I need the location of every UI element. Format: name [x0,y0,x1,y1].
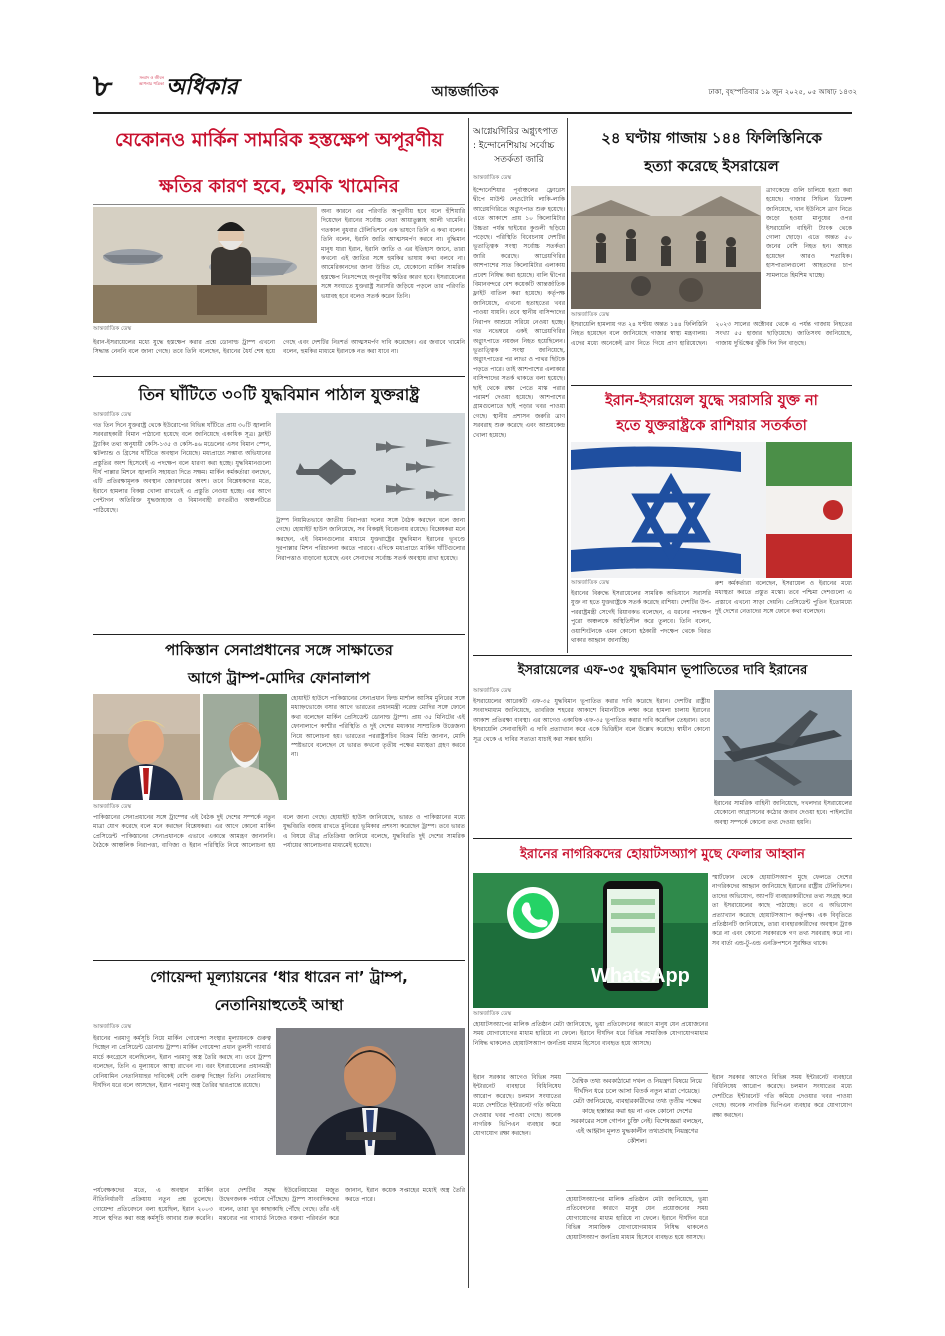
trump-photo-art [93,694,200,800]
jets-body: গত তিন দিনে যুক্তরাষ্ট্র থেকে ইউরোপের বিভিন্ন ঘাঁটিতে প্রায় ৩০টি জ্বালানি সরবরাহকারী বিমান পাঠানো হয়েছে বলে জানিয়েছে একাধিক সূত্র। ফ্লাইট ট্র্যাকিং তথ্য অনুযায়ী কেসি-১৩৫ ও কেসি-৪৬ মডেলের এসব বিমান স্পেন, স্কটল্যান্ড ও গ্রিসের ঘাঁটিতে অবস্থান নিয়েছে। মধ্যপ্রাচ্যে সম্ভাব্য অভিযানের প্রস্তুতির অংশ হিসেবেই এ পদক্ষেপ বলে ধারণা করা হচ্ছে। যুদ্ধবিমানগুলো দীর্ঘ পাল্লার মিশনে জ্বালানি সহায়তা দিতে সক্ষম। মার্কিন কর্মকর্তারা বলছেন, এটি প্রতিরক্ষামূলক অবস্থান জোরদারের অংশ। তবে বিশ্লেষকদের মতে, ইরানে হামলার বিকল্প খোলা রাখতেই এ প্রস্তুতি নেওয়া হচ্ছে। এর আগে পেন্টাগন অতিরিক্ত যুদ্ধজাহাজ ও বিমানবাহী রণতরীও অঞ্চলটিতে পাঠিয়েছে। [93,422,271,514]
column-divider [567,118,568,653]
article-rule [571,385,852,386]
khamenei-photo-art [93,207,317,323]
whatsapp-body: স্মার্টফোন থেকে হোয়াটসঅ্যাপ মুছে ফেলতে দেশের নাগরিকদের আহ্বান জানিয়েছে ইরানের রাষ্ট্রীয় টেলিভিশন। তাদের অভিযোগ, অ্যাপটি ব্যবহারকারীদের তথ্য সংগ্রহ করে তা ইসরায়েলের কাছে পাঠাচ্ছে। তবে এ অভিযোগ প্রত্যাখ্যান করেছে হোয়াটসঅ্যাপ কর্তৃপক্ষ। এক বিবৃতিতে প্রতিষ্ঠানটি জানিয়েছে, তারা ব্যবহারকারীদের অবস্থান ট্র্যাক করে না এবং কোনো সরকারকে গণ তথ্য সরবরাহ করে না। সব বার্তা এন্ড-টু-এন্ড এনক্রিপশনে সুরক্ষিত থাকে। [712,874,852,947]
whatsapp-photo [473,873,708,1008]
volcano-headline-2: : ইন্দোনেশিয়ায় সর্বোচ্চ [473,141,555,151]
column-divider [468,118,469,1288]
f35-body: ইসরায়েলের আরেকটি এফ-৩৫ যুদ্ধবিমান ভূপাতিত করার দাবি করেছে ইরান। দেশটির রাষ্ট্রীয় সংবাদমাধ্যম জানিয়েছে, তাবরিজ শহরের আকাশে বিমানটিকে লক্ষ্য করে হামলা চালায় ইরানের আকাশ প্রতিরক্ষা ব্যবস্থা। এর আগেও একাধিক এফ-৩৫ ভূপাতিত করার দাবি করেছিল তেহরান। তবে ইসরায়েলি সেনাবাহিনী এ দাবি প্রত্যাখ্যান করে একে ভিত্তিহীন বলে উল্লেখ করেছে। স্বাধীন কোনো সূত্র থেকে এ দাবির সত্যতা যাচাই করা সম্ভব হয়নি। [473,698,710,743]
logo-tagline [138,75,164,87]
whatsapp-body-2: হোয়াটসঅ্যাপের মালিক প্রতিষ্ঠান মেটা জানিয়েছে, ভুয়া প্রতিবেদনের কারণে মানুষ যেন প্রয়োজনের সময় যোগাযোগের মাধ্যম হারিয়ে না ফেলে। ইরানে দীর্ঘদিন ধরে বিভিন্ন সামাজিক যোগাযোগমাধ্যম নিষিদ্ধ থাকলেও হোয়াটসঅ্যাপ জনপ্রিয় মাধ্যম হিসেবে ব্যবহৃত হয়ে আসছে। [473,1021,708,1047]
logo-tagline-1: সংবাদ ও জীবন [139,75,164,80]
intel-body-2: পর্যবেক্ষকদের মতে, এ অবস্থান মার্কিন নীতিনির্ধারণী প্রক্রিয়ায় নতুন প্রশ্ন তুলেছে। গোয়েন্দা প্রতিবেদনে বলা হয়েছিল, ইরান ২০০৩ সালে স্থগিত করা অস্ত্র কর্মসূচি আবার শুরু করেনি। তবে দেশটির সমৃদ্ধ ইউরেনিয়ামের মজুত উদ্বেগজনক পর্যায়ে পৌঁছেছে। ট্রাম্প সাংবাদিকদের বলেন, তারা খুব কাছাকাছি পৌঁছে গেছে। তাঁর এই মন্তব্যের পর গ্যাবার্ড নিজেও বক্তব্য পরিবর্তন করে জানান, ইরান কয়েক সপ্তাহের মধ্যেই অস্ত্র তৈরি করতে পারে। [93,1187,465,1223]
volcano-credit: আন্তর্জাতিক ডেস্ক [473,175,512,181]
russia-body: ইরানের বিরুদ্ধে ইসরায়েলের সামরিক অভিযানে সরাসরি যুক্ত না হতে যুক্তরাষ্ট্রকে সতর্ক করেছে রাশিয়া। দেশটির উপ-পররাষ্ট্রমন্ত্রী সের্গেই রিয়াবকভ বলেছেন, এ ধরনের পদক্ষেপ পুরো অঞ্চলকে অস্থিতিশীল করে তুলবে। তিনি বলেন, ওয়াশিংটনকে এমন কোনো হঠকারী পদক্ষেপ থেকে বিরত থাকার আহ্বান জানাচ্ছি। [571,590,711,645]
khamenei-body-2: ইরান-ইসরায়েলের মধ্যে যুদ্ধে হস্তক্ষেপ করার প্রশ্নে ডোনাল্ড ট্রাম্প এখনো সিদ্ধান্ত নেননি বলে জানা গেছে। তবে তিনি বলেছেন, ইরানের ধৈর্য শেষ হয়ে গেছে এবং দেশটির নিঃশর্ত আত্মসমর্পণ দাবি করেছেন। এর জবাবে খামেনি বলেন, হুমকির মাধ্যমে ইরানকে নত করা যাবে না। [93,339,465,356]
pakistan-headline-2: আগে ট্রাম্প-মোদির ফোনালাপ [187,669,370,687]
intel-headline-2: নেতানিয়াহুতেই আস্থা [214,996,344,1014]
whatsapp-body-4: হোয়াটসঅ্যাপের মালিক প্রতিষ্ঠান মেটা জানিয়েছে, ভুয়া প্রতিবেদনের কারণে মানুষ যেন প্রয়োজনের সময় যোগাযোগের মাধ্যম হারিয়ে না ফেলে। ইরানে দীর্ঘদিন ধরে বিভিন্ন সামাজিক যোগাযোগমাধ্যম নিষিদ্ধ থাকলেও হোয়াটসঅ্যাপ জনপ্রিয় মাধ্যম হিসেবে ব্যবহৃত হয়ে আসছে। [566,1196,708,1241]
jets-credit: আন্তর্জাতিক ডেস্ক [93,412,132,418]
gaza-body: ত্রাণকেন্দ্রে গুলি চালিয়ে হত্যা করা হয়েছে। গাজার সিভিল ডিফেন্স জানিয়েছে, খান ইউনিসে ত্রাণ নিতে জড়ো হওয়া মানুষের ওপর ইসরায়েলি বাহিনী ট্যাংক থেকে গোলা ছোড়ে। এতে অন্তত ৫০ জনের বেশি নিহত হন। আহত হয়েছেন আরও শতাধিক। হাসপাতালগুলো আহতদের চাপ সামলাতে হিমশিম খাচ্ছে। [766,187,852,279]
flags-photo [571,442,852,578]
russia-body-2: রুশ কর্মকর্তারা বলেছেন, ইসরায়েল ও ইরানের মধ্যে মধ্যস্থতা করতে প্রস্তুত মস্কো। তবে পশ্চিমা দেশগুলো এ প্রস্তাবে এখনো সাড়া দেয়নি। প্রেসিডেন্ট পুতিন ইতোমধ্যে দুই দেশের নেতাদের সঙ্গে ফোনে কথা বলেছেন। [715,580,852,616]
f35-credit: আন্তর্জাতিক ডেস্ক [473,688,512,694]
netanyahu-photo [276,1028,465,1155]
whatsapp-wordmark: WhatsApp [591,965,690,987]
gaza-credit: আন্তর্জাতিক ডেস্ক [571,312,610,318]
intel-credit: আন্তর্জাতিক ডেস্ক [93,1024,132,1030]
pakistan-headline: পাকিস্তান সেনাপ্রধানের সঙ্গে সাক্ষাতের [165,641,393,659]
flags-photo-art [571,442,852,578]
netanyahu-photo-art [276,1028,465,1155]
volcano-headline-1: আগ্নেয়গিরির অগ্ন্যুৎপাত [473,127,558,137]
masthead-logo[interactable] [138,72,238,106]
jets-headline: তিন ঘাঁটিতে ৩০টি যুদ্ধবিমান পাঠাল যুক্তরাষ্ট্র [138,385,420,404]
article-rule [93,960,465,961]
intel-body: ইরানের পরমাণু কর্মসূচি নিয়ে মার্কিন গোয়েন্দা সংস্থার মূল্যায়নকে গুরুত্ব দিচ্ছেন না প্রেসিডেন্ট ডোনাল্ড ট্রাম্প। মার্কিন গোয়েন্দা প্রধান তুলসী গ্যাবার্ড মার্চে কংগ্রেসে বলেছিলেন, ইরান পরমাণু অস্ত্র তৈরি করছে না। তবে ট্রাম্প বলেছেন, তিনি এ মূল্যায়নে আস্থা রাখেন না। বরং ইসরায়েলের প্রধানমন্ত্রী বেনিয়ামিন নেতানিয়াহুর দাবিকেই বেশি গুরুত্ব দিচ্ছেন তিনি। নেতানিয়াহু দীর্ঘদিন ধরে বলে আসছেন, ইরান পরমাণু অস্ত্র তৈরির দ্বারপ্রান্তে রয়েছে। [93,1035,271,1090]
khamenei-headline: যেকোনও মার্কিন সামরিক হস্তক্ষেপ অপূরণীয় [114,129,444,151]
pakistan-body: হোয়াইট হাউসে পাকিস্তানের সেনাপ্রধান ফিল্ড মার্শাল আসিম মুনিরের সঙ্গে মধ্যাহ্নভোজে বসার আগে ভারতের প্রধানমন্ত্রী নরেন্দ্র মোদির সঙ্গে ফোনে কথা বলেছেন মার্কিন প্রেসিডেন্ট ডোনাল্ড ট্রাম্প। প্রায় ৩৫ মিনিটের এই ফোনালাপে কাশ্মীর পরিস্থিতি ও দুই দেশের মধ্যকার সাম্প্রতিক উত্তেজনা নিয়ে আলোচনা হয়। ভারতের পররাষ্ট্রসচিব বিক্রম মিশ্রি জানান, মোদি স্পষ্টভাবে বলেছেন যে ভারত কখনো তৃতীয় পক্ষের মধ্যস্থতা গ্রহণ করবে না। [291,695,465,759]
section-title: আন্তর্জাতিক [431,84,499,100]
pakistan-body-2: পাকিস্তানের সেনাপ্রধানের সঙ্গে ট্রাম্পের এই বৈঠক দুই দেশের সম্পর্কে নতুন মাত্রা যোগ করেছে বলে মনে করছেন বিশ্লেষকরা। এর আগে কোনো মার্কিন প্রেসিডেন্ট পাকিস্তানের সেনাপ্রধানকে এভাবে একান্তে আমন্ত্রণ জানাননি। বৈঠকে আঞ্চলিক নিরাপত্তা, বাণিজ্য ও ইরান পরিস্থিতি নিয়ে আলোচনা হয় বলে জানা গেছে। হোয়াইট হাউস জানিয়েছে, ভারত ও পাকিস্তানের মধ্যে যুদ্ধবিরতি বজায় রাখতে মুনিরের ভূমিকার প্রশংসা করেছেন ট্রাম্প। তবে ভারত এ বিষয়ে তীব্র প্রতিক্রিয়া জানিয়ে বলেছে, যুদ্ধবিরতি দুই দেশের সামরিক পর্যায়ের আলোচনার মাধ্যমেই হয়েছে। [93,814,465,850]
gaza-photo [571,186,761,309]
whatsapp-body-3: ইরান সরকার আগেও বিভিন্ন সময় ইন্টারনেট ব্যবহারে বিধিনিষেধ আরোপ করেছে। চলমান সংঘাতের মধ্যে দেশটিতে ইন্টারনেট গতি কমিয়ে দেওয়ার খবর পাওয়া গেছে। অনেক নাগরিক ভিপিএন ব্যবহার করে যোগাযোগ রক্ষা করছেন। [473,1074,561,1138]
whatsapp-headline: ইরানের নাগরিকদের হোয়াটসঅ্যাপ মুছে ফেলার আহ্বান [520,847,805,862]
f35-headline: ইসরায়েলের এফ-৩৫ যুদ্ধবিমান ভূপাতিতের দাবি ইরানের [517,663,808,678]
khamenei-photo [93,207,317,323]
gaza-headline-2: হত্যা করেছে ইসরায়েল [644,157,779,175]
gaza-headline: ২৪ ঘণ্টায় গাজায় ১৪৪ ফিলিস্তিনিকে [601,129,822,147]
jets-body-2: ট্রাম্প নিয়মিতভাবে জাতীয় নিরাপত্তা দলের সঙ্গে বৈঠক করছেন বলে জানা গেছে। হোয়াইট হাউস জানিয়েছে, সব বিকল্পই বিবেচনায় রয়েছে। বিশ্লেষকরা মনে করছেন, এই বিমানগুলোর মাধ্যমে যুক্তরাষ্ট্রের যুদ্ধবিমান ইরানের ভূখণ্ডে দূরপাল্লার মিশন পরিচালনা করতে পারবে। এদিকে মধ্যপ্রাচ্যে মার্কিন ঘাঁটিগুলোর নিরাপত্তাও বাড়ানো হয়েছে এবং সেনাদের সর্বোচ্চ সতর্ক অবস্থায় রাখা হয়েছে। [276,517,465,562]
khamenei-headline-2: ক্ষতির কারণ হবে, হুমকি খামেনির [159,176,399,197]
whatsapp-credit: আন্তর্জাতিক ডেস্ক [473,1011,512,1017]
f35-body-2: ইরানের সামরিক বাহিনী জানিয়েছে, দখলদার ইসরায়েলের যেকোনো আগ্রাসনের কঠোর জবাব দেওয়া হবে। পাইলটের অবস্থা সম্পর্কে কোনো তথ্য দেওয়া হয়নি। [714,800,852,826]
page-number: ৮ [93,69,113,104]
modi-photo-art [203,694,287,800]
gaza-photo-art [571,186,761,309]
jets-photo-art [276,413,465,511]
gaza-body-2: ইসরায়েলি হামলায় গত ২৪ ঘণ্টায় অন্তত ১৪৪ ফিলিস্তিনি নিহত হয়েছেন বলে জানিয়েছে গাজার স্বাস্থ্য মন্ত্রণালয়। এদের মধ্যে অনেকেই ত্রাণ নিতে গিয়ে প্রাণ হারিয়েছেন। ২০২৩ সালের অক্টোবর থেকে এ পর্যন্ত গাজায় নিহতের সংখ্যা ৫৫ হাজার ছাড়িয়েছে। জাতিসংঘ জানিয়েছে, গাজায় দুর্ভিক্ষের ঝুঁকি দিন দিন বাড়ছে। [571,321,852,347]
intel-headline: গোয়েন্দা মূল্যায়নের ‘ধার ধারেন না’ ট্রাম্প, [150,968,408,986]
article-rule [93,634,465,635]
pakistan-credit: আন্তর্জাতিক ডেস্ক [93,804,132,810]
whatsapp-pullquote: বৈশ্বিক তথ্য অবকাঠামো দখল ও নিয়ন্ত্রণ বিষয়ে নিয়ে দীর্ঘদিন ধরে চলে আসা বিতর্ক নতুন মাত্রা পেয়েছে। মেটা জানিয়েছে, ব্যবহারকারীদের তথ্য তৃতীয় পক্ষের কাছে হস্তান্তর করা হয় না এবং কোনো দেশের সরকারের সঙ্গে গোপন চুক্তি নেই। বিশেষজ্ঞরা বলছেন, এই আহ্বান মূলত যুদ্ধকালীন তথ্যপ্রবাহ নিয়ন্ত্রণের কৌশল। [566,1073,708,1191]
article-rule [473,655,852,656]
article-rule [473,838,852,839]
volcano-body: ইন্দোনেশিয়ার পূর্বাঞ্চলের ফ্লোরেস দ্বীপে মাউন্ট লেওটোবি লাকি-লাকি আগ্নেয়গিরিতে অগ্ন্যুৎপাত শুরু হয়েছে। এতে আকাশে প্রায় ১০ কিলোমিটার উচ্চতা পর্যন্ত ছাইয়ের কুণ্ডলী ছড়িয়ে পড়েছে। পরিস্থিতি বিবেচনায় দেশটির ভূতাত্ত্বিক সংস্থা সর্বোচ্চ সতর্কতা জারি করেছে। আগ্নেয়গিরির আশপাশের সাত কিলোমিটার এলাকায় প্রবেশ নিষিদ্ধ করা হয়েছে। বালি দ্বীপের বিমানবন্দরে বেশ কয়েকটি আন্তর্জাতিক ফ্লাইট বাতিল করা হয়েছে। কর্তৃপক্ষ জানিয়েছে, এখনো হতাহতের খবর পাওয়া যায়নি। তবে স্থানীয় বাসিন্দাদের নিরাপদ আশ্রয়ে সরিয়ে নেওয়া হচ্ছে। গত নভেম্বরে একই আগ্নেয়গিরির অগ্ন্যুৎপাতে নয়জন নিহত হয়েছিলেন। ভূতাত্ত্বিক সংস্থা জানিয়েছে, অগ্ন্যুৎপাতের পর লাভা ও পাথর ছিটকে পড়তে পারে। তাই আশপাশের এলাকার বাসিন্দাদের সতর্ক থাকতে বলা হয়েছে। ছাই থেকে রক্ষা পেতে মাস্ক পরার পরামর্শ দেওয়া হয়েছে। আশপাশের গ্রামগুলোতে ছাই পড়ার খবর পাওয়া গেছে। স্থানীয় প্রশাসন জরুরি ত্রাণ সরবরাহ শুরু করেছে এবং আশ্রয়কেন্দ্র খোলা হয়েছে। [473,187,565,439]
f35-photo [714,690,852,796]
headline-rule [93,204,465,205]
russia-credit: আন্তর্জাতিক ডেস্ক [571,580,610,586]
whatsapp-body-5: ইরান সরকার আগেও বিভিন্ন সময় ইন্টারনেট ব্যবহারে বিধিনিষেধ আরোপ করেছে। চলমান সংঘাতের মধ্যে দেশটিতে ইন্টারনেট গতি কমিয়ে দেওয়ার খবর পাওয়া গেছে। অনেক নাগরিক ভিপিএন ব্যবহার করে যোগাযোগ রক্ষা করছেন। [712,1074,852,1119]
volcano-headline [473,125,565,167]
khamenei-body: অন্য কারনে এর পরিণতি অপূরণীয় হবে বলে হুঁশিয়ারি দিয়েছেন ইরানের সর্বোচ্চ নেতা আয়াতুল্লাহ আলী খামেনি। গতকাল বুধবার টেলিভিশনে এক ভাষণে তিনি এ কথা বলেন। তিনি বলেন, ইরানি জাতি আত্মসমর্পণ করবে না। বুদ্ধিমান মানুষ যারা ইরান, ইরানি জাতি ও এর ইতিহাস জানে, তারা কখনো এই জাতির সঙ্গে হুমকির ভাষায় কথা বলবে না। আমেরিকানদের জানা উচিত যে, যেকোনো মার্কিন সামরিক হস্তক্ষেপ নিঃসন্দেহে অপূরণীয় ক্ষতির কারণ হবে। ইসরায়েলের সঙ্গে সংঘাতে যুক্তরাষ্ট্র সরাসরি জড়িয়ে পড়লে তার পরিণতি ভয়াবহ হবে বলেও সতর্ক করেন তিনি। [321,208,465,300]
masthead-rule [93,112,852,114]
khamenei-credit: আন্তর্জাতিক ডেস্ক [93,326,132,332]
volcano-headline-3: সতর্কতা জারি [494,155,544,165]
dateline: ঢাকা, বৃহস্পতিবার ১৯ জুন ২০২৫, ০৫ আষাঢ় ১৪৩২ [708,88,857,96]
article-rule [93,376,465,377]
russia-headline-2: হতে যুক্তরাষ্ট্রকে রাশিয়ার সতর্কতা [616,418,807,434]
jets-photo [276,413,465,511]
trump-photo [93,694,200,800]
logo-tagline-2: আপনার পত্রিকা [138,81,164,86]
f35-photo-art [714,690,852,796]
modi-photo [203,694,287,800]
russia-headline: ইরান-ইসরায়েল যুদ্ধে সরাসরি যুক্ত না [605,393,818,409]
logo-wordmark: অধিকার [166,74,238,100]
